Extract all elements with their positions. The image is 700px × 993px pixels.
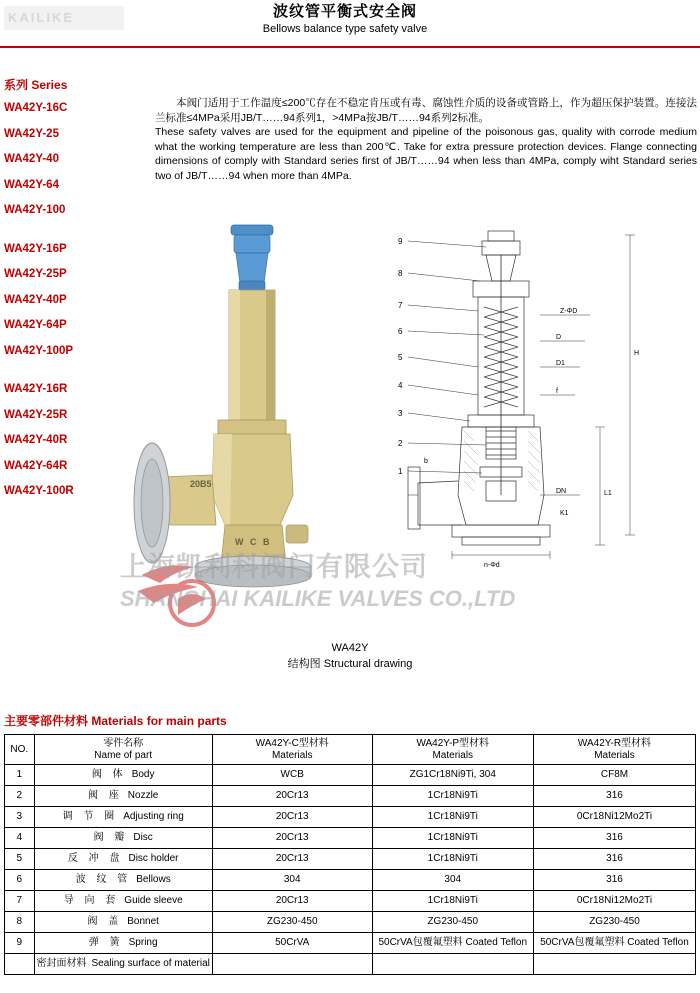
header-no: NO. [5,735,35,765]
cell-part [34,849,212,870]
valve-photo [134,225,311,587]
cell-no [5,954,35,975]
part-en: Nozzle [127,790,159,801]
series-heading: 系列 Series [4,78,68,92]
page-title-en: Bellows balance type safety valve [262,23,428,35]
part-en: Bellows [136,874,171,885]
cell-no: 6 [5,870,35,891]
cell-material-c: ZG230-450 [212,912,372,933]
cell-part [34,933,212,954]
cell-material-c: 20Cr13 [212,828,372,849]
cell-material-c [212,954,372,975]
dimension-H: H [634,350,640,357]
part-cn: 密封面材料 [36,958,87,969]
cell-part [34,912,212,933]
cell-no: 1 [5,765,35,786]
cell-part [34,870,212,891]
callout-1: 1 [398,467,403,476]
part-cn: 导 向 套 [63,895,120,906]
series-item: WA42Y-40R [4,434,68,446]
dimension-zphid: Z-ΦD [560,308,578,315]
cell-material-c: WCB [212,765,372,786]
table-row [5,954,696,975]
materials-heading: 主要零部件材料 Materials for main parts [4,714,227,728]
cell-part [34,891,212,912]
valve-body-mark: 20B5 [190,479,212,489]
caption-label: 结构图 Structural drawing [287,658,413,670]
cell-no: 8 [5,912,35,933]
dimension-b: b [424,458,428,465]
cell-material-c: 20Cr13 [212,891,372,912]
cell-no: 2 [5,786,35,807]
table-row [5,765,696,786]
dimension-f: f [556,388,558,395]
table-header-row [5,735,696,765]
callout-2: 2 [398,439,403,448]
part-cn: 阀 体 [91,769,127,780]
callout-9: 9 [398,237,403,246]
cell-material-r: 316 [533,849,695,870]
series-item: WA42Y-16R [4,383,68,395]
cell-no: 5 [5,849,35,870]
series-item: WA42Y-16P [4,242,67,255]
cell-material-r: 0Cr18Ni12Mo2Ti [533,891,695,912]
structural-drawing [0,195,700,685]
header-p-type [372,735,533,765]
series-item: WA42Y-64 [4,178,59,191]
series-item: WA42Y-64P [4,319,67,331]
series-item: WA42Y-100 [4,204,66,216]
cell-material-r: 50CrVA包覆氟塑料 Coated Teflon [533,933,695,954]
table-row [5,933,696,954]
part-cn: 阀 座 [88,790,123,801]
header-c-en: Materials [271,749,313,761]
dimension-lines [408,235,635,559]
cell-no: 3 [5,807,35,828]
callout-6: 6 [398,327,403,336]
part-cn: 阀 瓣 [93,832,129,843]
part-cn: 阀 盖 [87,916,123,927]
callout-5: 5 [398,353,403,362]
cell-material-c: 20Cr13 [212,786,372,807]
series-item: WA42Y-64R [4,459,68,472]
cell-material-p: 1Cr18Ni9Ti [372,828,533,849]
series-item: WA42Y-25R [4,408,68,421]
series-item: WA42Y-40 [4,153,59,165]
cell-material-c: 304 [212,870,372,891]
series-item: WA42Y-25P [4,268,67,280]
cell-material-p: 304 [372,870,533,891]
table-row [5,912,696,933]
intro-text [155,96,697,183]
dimension-nphid: n-Φd [484,562,500,569]
table-row [5,786,696,807]
header-part [34,735,212,765]
table-row [5,891,696,912]
header-p-en: Materials [432,749,474,761]
dimension-K1: K1 [560,510,569,517]
cell-no: 7 [5,891,35,912]
part-en: Disc [133,832,153,843]
part-en: Guide sleeve [124,895,183,906]
cell-part [34,954,212,975]
dimension-L1: L1 [604,490,612,497]
dimension-DN: DN [556,488,567,495]
series-item: WA42Y-16C [4,102,68,114]
callout-4: 4 [398,381,403,390]
series-item: WA42Y-100R [4,485,74,497]
header-c-cn: WA42Y-C型材料 [255,737,329,749]
cell-material-c: 50CrVA [212,933,372,954]
dimension-D: D [556,334,562,341]
cell-material-r: 316 [533,870,695,891]
cell-material-p: 1Cr18Ni9Ti [372,891,533,912]
materials-table [4,734,696,975]
callout-8: 8 [398,269,403,278]
cell-material-r: 316 [533,828,695,849]
part-cn: 调 节 圈 [62,811,119,822]
watermark-logo [130,555,240,645]
cell-material-r [533,954,695,975]
watermark-line-cn: 上海凯利科阀门有限公司 [120,552,428,582]
cell-part [34,828,212,849]
dimension-labels [424,308,639,569]
cell-material-p: 1Cr18Ni9Ti [372,807,533,828]
callout-labels [408,241,486,473]
valve-body-mark-2: W C B [235,537,272,547]
callout-7: 7 [398,301,403,310]
page-title-cn: 波纹管平衡式安全阀 [272,3,417,20]
part-en: Adjusting ring [123,811,184,822]
cell-material-p: ZG1Cr18Ni9Ti, 304 [372,765,533,786]
header-part-cn: 零件名称 [103,737,144,749]
cell-material-p: 1Cr18Ni9Ti [372,849,533,870]
cell-no: 4 [5,828,35,849]
cell-material-r: 0Cr18Ni12Mo2Ti [533,807,695,828]
series-item: WA42Y-100P [4,344,74,357]
cell-part [34,765,212,786]
intro-cn: 本阀门适用于工作温度≤200℃存在不稳定肯压或有毒、腐蚀性介质的设备或管路上，作为超压保护装置。连接法兰标准≤4MPa采用JB/T……94系列1，>4MPa按JB/T……94系列2标准。 [155,97,697,124]
series-item: WA42Y-25 [4,127,59,140]
cell-material-r: 316 [533,786,695,807]
cell-material-r: CF8M [533,765,695,786]
cell-material-c: 20Cr13 [212,849,372,870]
cell-material-p: 1Cr18Ni9Ti [372,786,533,807]
table-row [5,828,696,849]
cell-part [34,807,212,828]
company-logo [4,6,124,30]
table-row [5,870,696,891]
cell-material-p: ZG230-450 [372,912,533,933]
intro-en: These safety valves are used for the equipment and pipeline of the poisonous gas, quality with corrode medium what the working temperature are less than 200℃. Take for extra pressure protection devices. Flange connecting dimensions of comply with Standard series first of JB/T……94 when less than 4MPa, comply wiht Standard series two of JB/T……94 when more than 4MPa. [155,126,697,182]
page-header [0,0,700,48]
header-c-type [212,735,372,765]
part-en: Spring [128,937,158,948]
cell-part [34,786,212,807]
table-row [5,807,696,828]
header-part-en: Name of part [94,749,153,761]
cell-no: 9 [5,933,35,954]
part-en: Bonnet [127,916,159,927]
cell-material-r: ZG230-450 [533,912,695,933]
part-cn: 波 纹 管 [75,874,132,885]
drawing-caption [0,640,700,672]
cell-material-c: 20Cr13 [212,807,372,828]
cell-material-p: 50CrVA包覆氟塑料 Coated Teflon [372,933,533,954]
series-item: WA42Y-40P [4,293,67,306]
header-r-type [533,735,695,765]
header-r-en: Materials [594,749,635,761]
watermark-line-en: SHANGHAI KAILIKE VALVES CO.,LTD [120,586,516,611]
logo-text: KAILIKE [8,10,74,25]
caption-model: WA42Y [331,642,369,654]
table-row [5,849,696,870]
dimension-D1: D1 [556,360,565,367]
cell-material-p [372,954,533,975]
part-en: Sealing surface of material [91,958,210,969]
part-cn: 反 冲 盘 [67,853,124,864]
header-r-cn: WA42Y-R型材料 [577,737,652,749]
callout-3: 3 [398,409,403,418]
part-en: Body [131,769,155,780]
part-en: Disc holder [128,853,179,864]
header-p-cn: WA42Y-P型材料 [416,737,490,749]
part-cn: 弹 簧 [88,937,124,948]
